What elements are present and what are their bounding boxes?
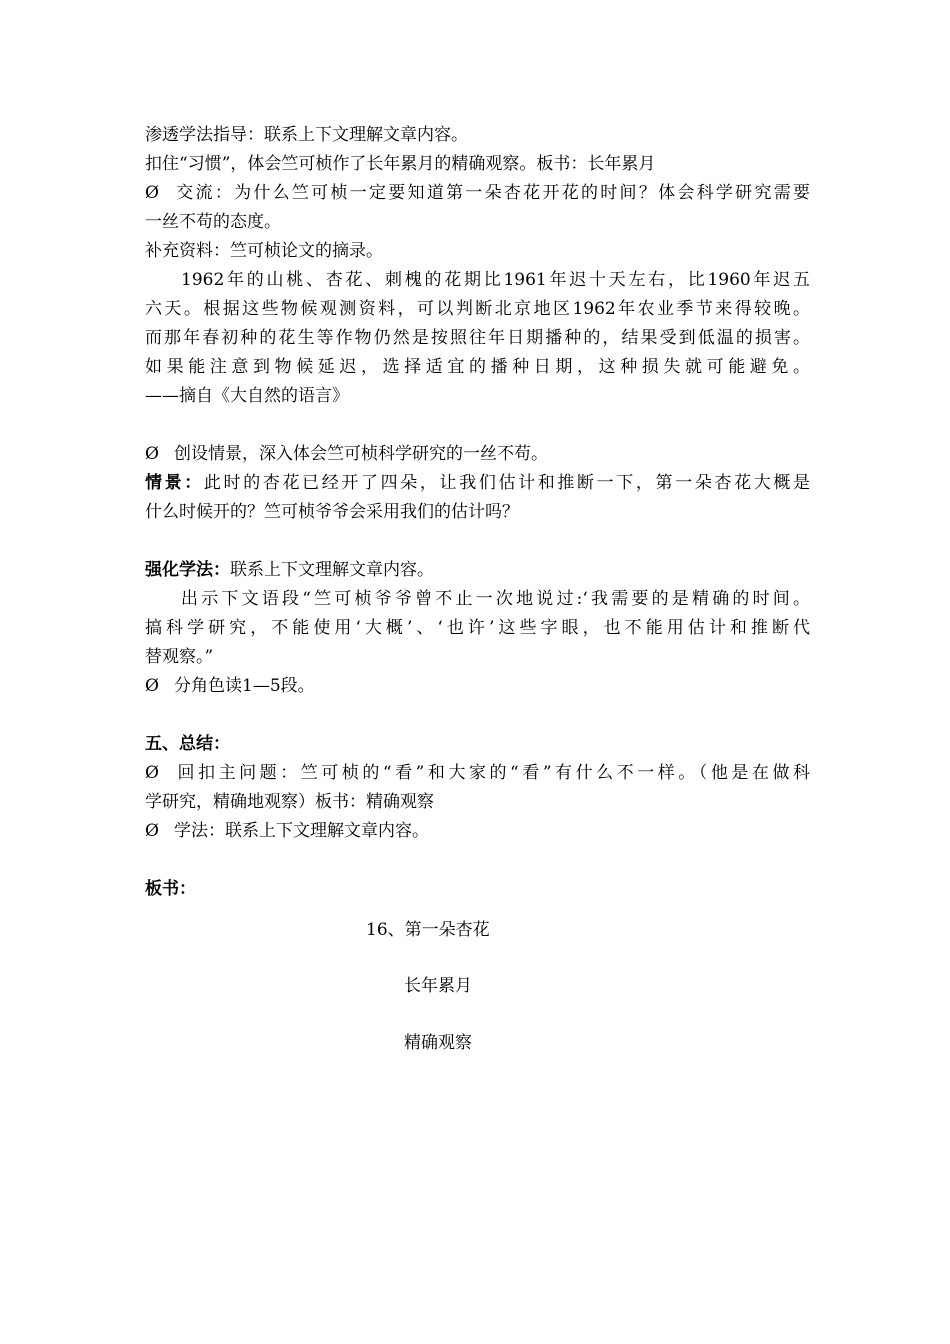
bullet-marker: Ø xyxy=(145,444,159,464)
board-item: 长年累月 xyxy=(404,976,472,996)
bullet-marker: Ø xyxy=(145,821,159,841)
quote-source: ——摘自《大自然的语言》 xyxy=(145,386,349,406)
method-line: 强化学法：联系上下文理解文章内容。 xyxy=(145,560,434,580)
board-heading: 板书： xyxy=(145,879,196,899)
paragraph-line: 一丝不苟的态度。 xyxy=(145,212,281,232)
bullet-line: Ø 创设情景，深入体会竺可桢科学研究的一丝不苟。 xyxy=(145,440,810,469)
method-label: 强化学法： xyxy=(145,560,230,580)
quote-line: 1962年的山桃、杏花、刺槐的花期比1961年迟十天左右，比1960年迟五 xyxy=(181,270,810,290)
quote-line: 出示下文语段“竺可桢爷爷曾不止一次地说过:‘我需要的是精确的时间。 xyxy=(181,589,810,609)
bullet-marker: Ø xyxy=(145,763,159,783)
paragraph-line: 渗透学法指导：联系上下文理解文章内容。 xyxy=(145,125,468,145)
board-title: 16、第一朵杏花 xyxy=(366,920,490,940)
scene-line: 情景：此时的杏花已经开了四朵，让我们估计和推断一下，第一朵杏花大概是 xyxy=(145,473,811,493)
paragraph-line: 学研究，精确地观察）板书：精确观察 xyxy=(145,792,434,812)
bullet-marker: Ø xyxy=(145,676,159,696)
quote-line: 替观察。” xyxy=(145,647,214,667)
quote-line: 如果能注意到物候延迟，选择适宜的播种日期，这种损失就可能避免。 xyxy=(145,357,810,377)
paragraph-line: 什么时候开的？竺可桢爷爷会采用我们的估计吗？ xyxy=(145,502,519,522)
board-item: 精确观察 xyxy=(404,1033,472,1053)
bullet-marker: Ø xyxy=(145,183,159,203)
quote-line: 而那年春初种的花生等作物仍然是按照往年日期播种的，结果受到低温的损害。 xyxy=(145,328,810,348)
bullet-line: Ø 学法：联系上下文理解文章内容。 xyxy=(145,817,810,846)
bullet-line: Ø 回扣主问题：竺可桢的“看”和大家的“看”有什么不一样。（他是在做科 xyxy=(145,759,810,788)
bullet-line: Ø 交流：为什么竺可桢一定要知道第一朵杏花开花的时间？体会科学研究需要 xyxy=(145,179,810,208)
paragraph-line: 补充资料：竺可桢论文的摘录。 xyxy=(145,241,383,261)
summary-heading: 五、总结： xyxy=(145,734,230,754)
quote-line: 六天。根据这些物候观测资料，可以判断北京地区1962年农业季节来得较晚。 xyxy=(145,299,810,319)
bullet-line: Ø 分角色读1—5段。 xyxy=(145,672,810,701)
document-body xyxy=(145,121,810,904)
paragraph-line: 扣住“习惯”，体会竺可桢作了长年累月的精确观察。板书：长年累月 xyxy=(145,154,656,174)
scene-label: 情景： xyxy=(145,473,204,493)
quote-line: 搞科学研究，不能使用‘大概’、‘也许’这些字眼，也不能用估计和推断代 xyxy=(145,618,810,638)
